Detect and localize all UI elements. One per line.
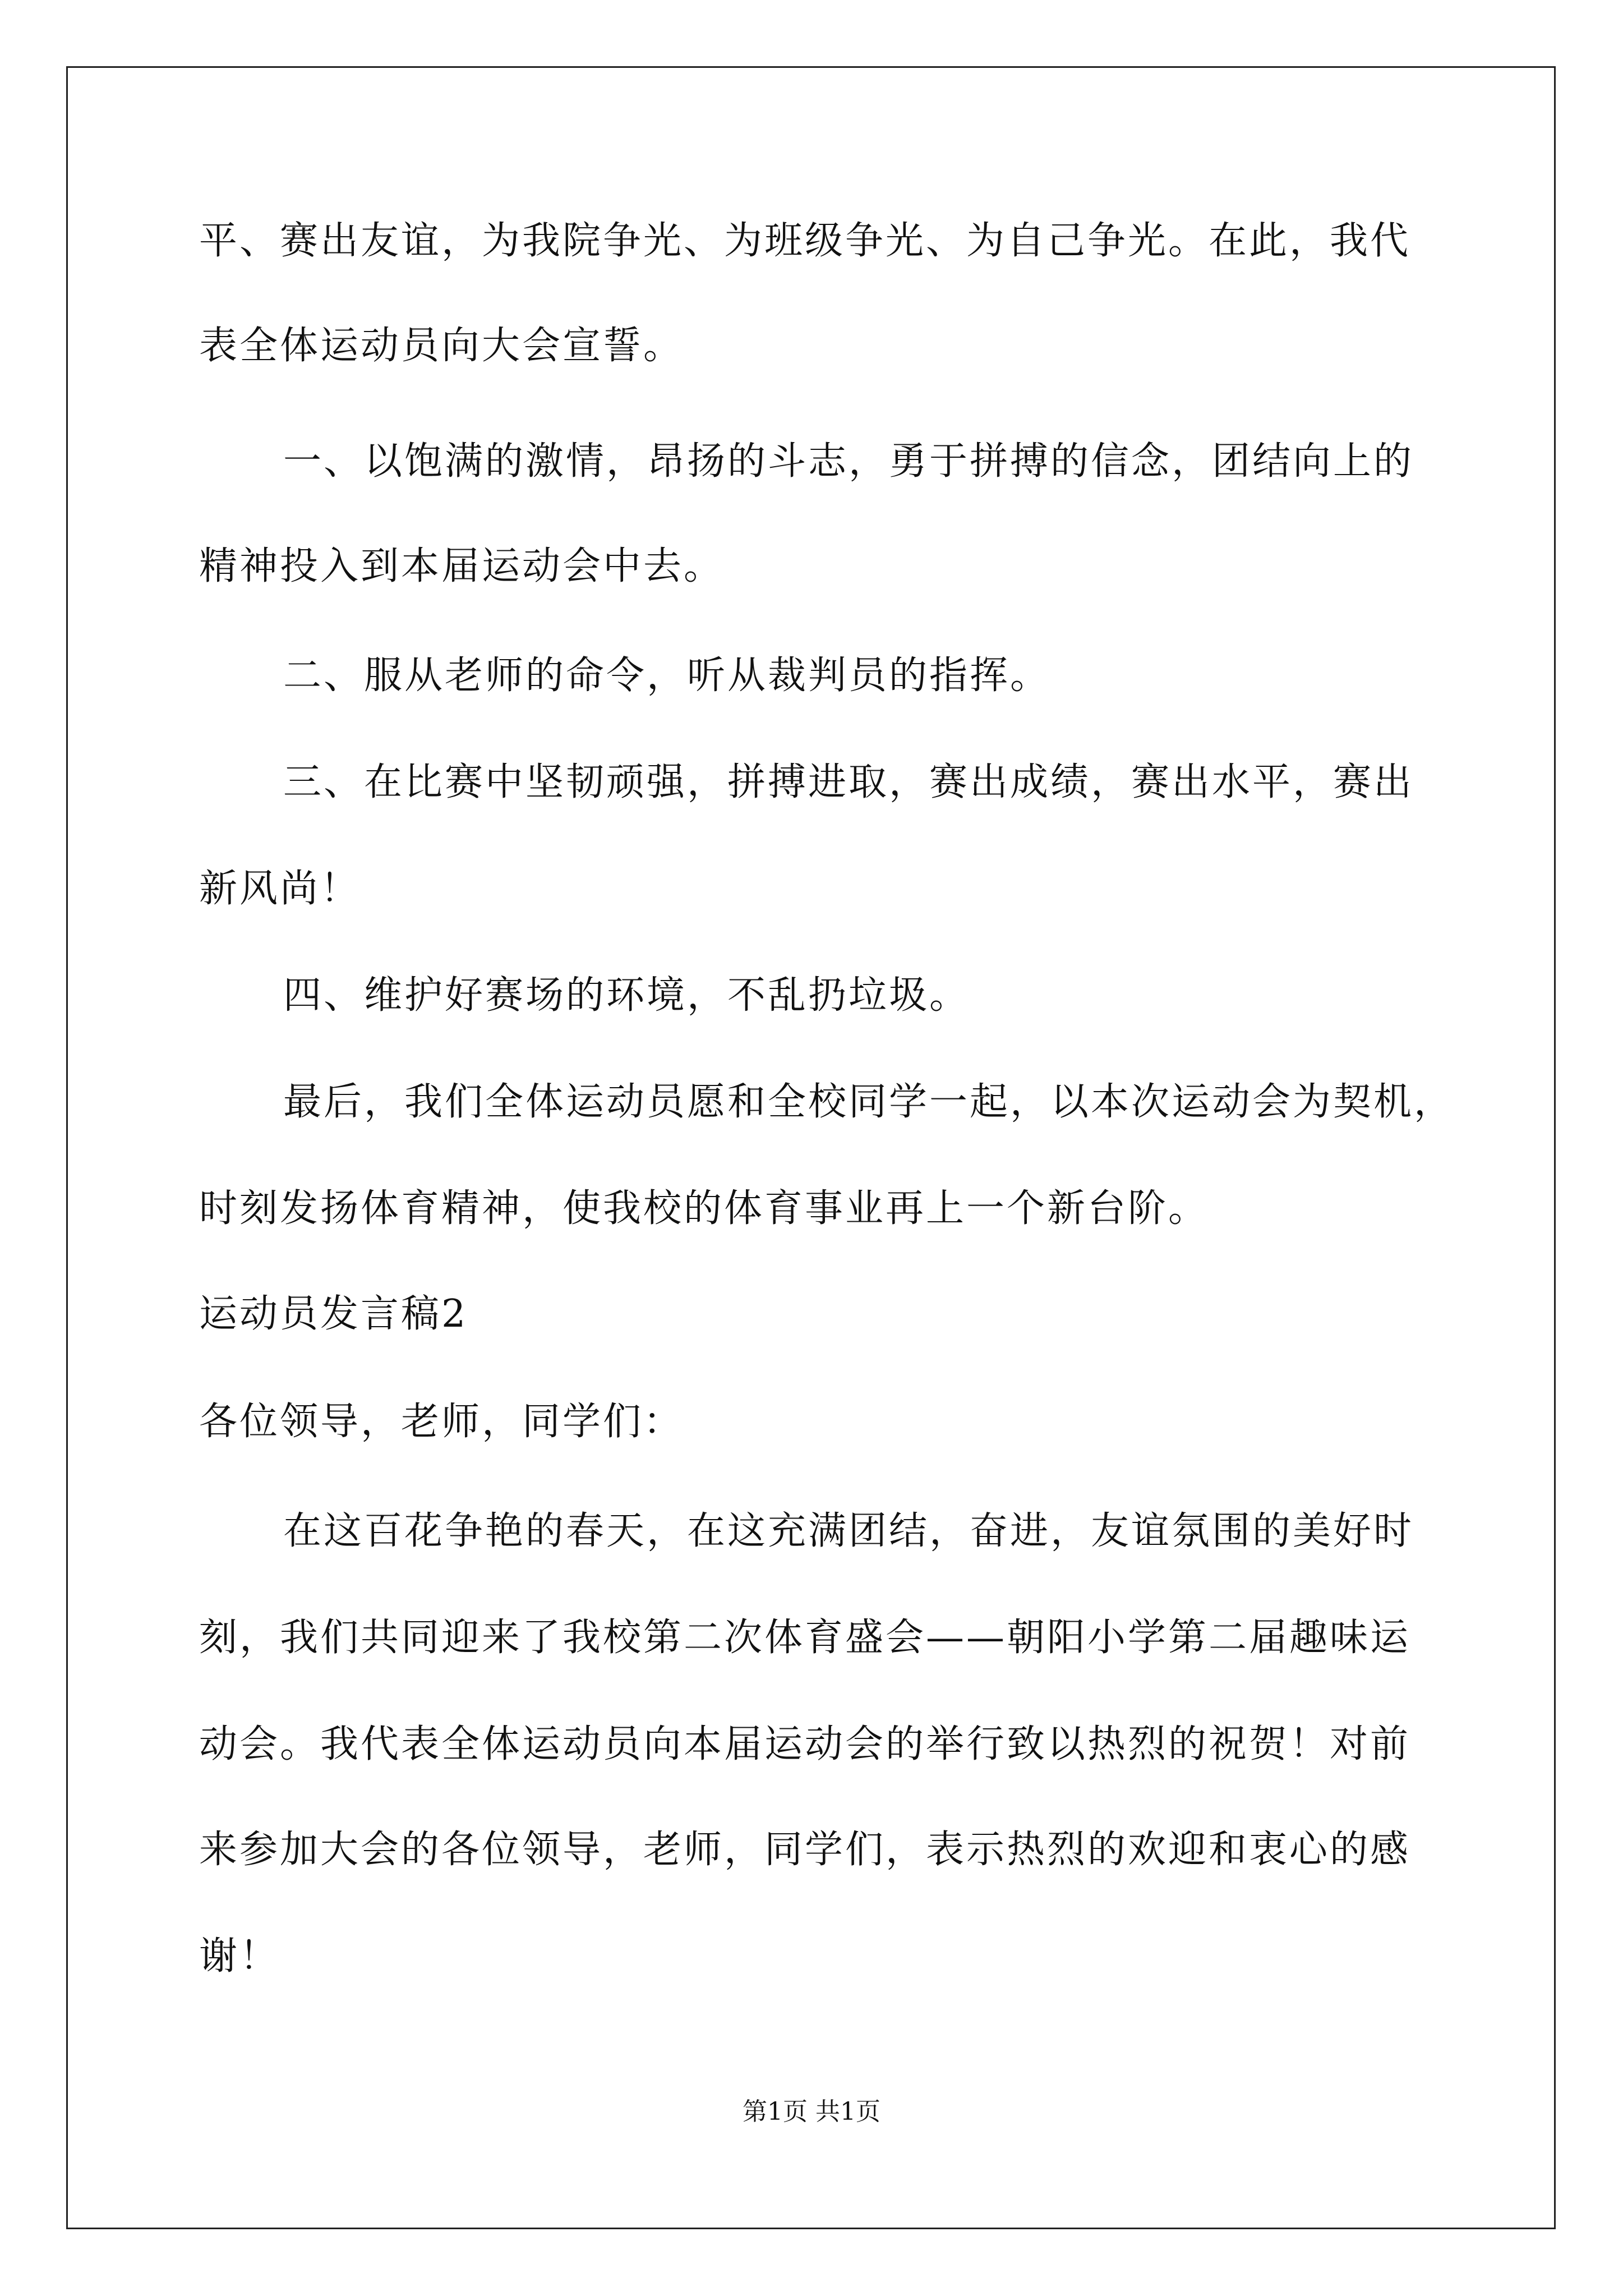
page-frame bbox=[66, 66, 1556, 2229]
section-heading: 运动员发言稿2 bbox=[199, 1292, 468, 1336]
text-line: 谢！ bbox=[199, 1934, 280, 1978]
text-line: 四、维护好赛场的环境，不乱扔垃圾。 bbox=[283, 973, 970, 1018]
text-line: 刻，我们共同迎来了我校第二次体育盛会——朝阳小学第二届趣味运 bbox=[199, 1616, 1411, 1660]
text-line: 一、以饱满的激情，昂扬的斗志，勇于拼搏的信念，团结向上的 bbox=[283, 439, 1414, 484]
text-line: 三、在比赛中坚韧顽强，拼搏进取，赛出成绩，赛出水平，赛出 bbox=[283, 760, 1414, 804]
text-line: 平、赛出友谊，为我院争光、为班级争光、为自己争光。在此，我代 bbox=[199, 219, 1411, 263]
page-number-footer: 第1页 共1页 bbox=[743, 2097, 880, 2126]
text-line: 动会。我代表全体运动员向本届运动会的举行致以热烈的祝贺！对前 bbox=[199, 1722, 1411, 1766]
text-line: 二、服从老师的命令，听从裁判员的指挥。 bbox=[283, 654, 1051, 698]
salutation: 各位领导，老师，同学们： bbox=[199, 1400, 684, 1444]
text-line: 在这百花争艳的春天，在这充满团结，奋进，友谊氛围的美好时 bbox=[283, 1509, 1414, 1553]
text-line: 时刻发扬体育精神，使我校的体育事业再上一个新台阶。 bbox=[199, 1186, 1209, 1231]
text-line: 最后，我们全体运动员愿和全校同学一起，以本次运动会为契机， bbox=[283, 1080, 1455, 1124]
text-line: 表全体运动员向大会宣誓。 bbox=[199, 324, 684, 368]
text-line: 新风尚！ bbox=[199, 867, 361, 911]
text-line: 来参加大会的各位领导，老师，同学们，表示热烈的欢迎和衷心的感 bbox=[199, 1828, 1411, 1872]
text-line: 精神投入到本届运动会中去。 bbox=[199, 544, 725, 588]
